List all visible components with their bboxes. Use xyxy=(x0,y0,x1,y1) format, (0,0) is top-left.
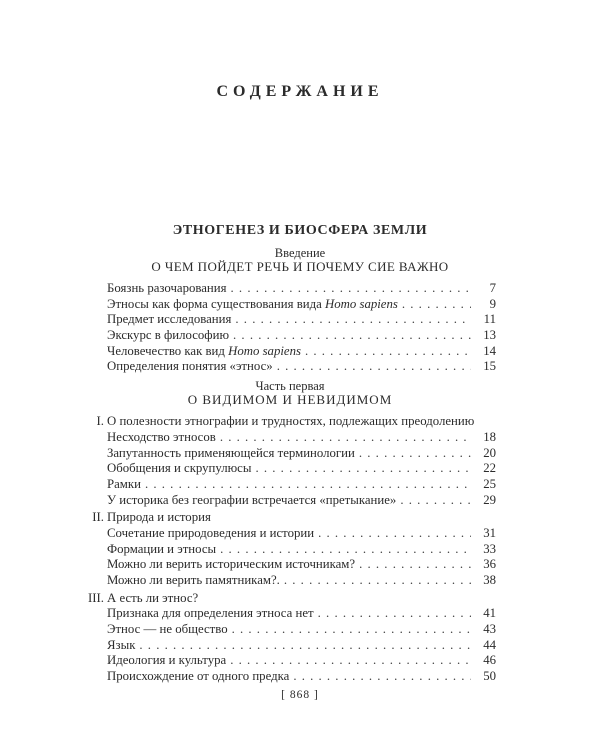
dot-leader xyxy=(277,359,471,375)
toc-entry-page: 29 xyxy=(483,492,496,507)
toc-entry-page: 11 xyxy=(483,312,496,327)
toc-entry xyxy=(84,493,496,509)
dot-leader xyxy=(400,493,471,509)
toc-entry-label: Идеология и культура xyxy=(107,653,227,668)
toc-entry-label: Рамки xyxy=(107,476,141,491)
toc-entry xyxy=(84,344,496,360)
page-number: [ 868 ] xyxy=(281,688,319,701)
chapter-entries xyxy=(84,430,496,508)
dot-leader xyxy=(293,669,471,685)
toc-entries-introduction xyxy=(84,281,496,375)
toc-entry xyxy=(84,622,496,638)
toc-entry xyxy=(84,446,496,462)
toc-entry-label: Сочетание природоведения и истории xyxy=(107,525,315,540)
toc-entry-label: Предмет исследования xyxy=(107,312,232,327)
toc-entry-label: Запутанность применяющейся терминологии xyxy=(107,445,355,460)
toc-entry xyxy=(84,557,496,573)
part-one-title: О ВИДИМОМ И НЕВИДИМОМ xyxy=(187,392,393,408)
toc-entry-page: 38 xyxy=(483,573,496,588)
toc-entry-page: 14 xyxy=(483,343,496,358)
chapter-entries xyxy=(84,526,496,589)
introduction-heading xyxy=(0,247,600,274)
dot-leader xyxy=(139,638,471,654)
dot-leader xyxy=(402,297,471,313)
dot-leader xyxy=(220,430,471,446)
toc-entry xyxy=(84,653,496,669)
toc-entry xyxy=(84,297,496,313)
dot-leader xyxy=(305,344,471,360)
dot-leader xyxy=(255,461,471,477)
toc-entry-label: У историка без географии встречается «претыкание» xyxy=(107,492,397,507)
dot-leader xyxy=(231,281,471,297)
toc-entry-page: 50 xyxy=(483,669,496,684)
toc-entry-label: Можно ли верить памятникам?. xyxy=(107,573,280,588)
toc-entry xyxy=(84,359,496,375)
chapter-title: Природа и история xyxy=(107,510,211,525)
toc-entry-label: Происхождение от одного предка xyxy=(107,669,290,684)
introduction-kicker: Введение xyxy=(274,246,326,260)
toc-chapter xyxy=(84,414,496,508)
toc-entry-label: Можно ли верить историческим источникам? xyxy=(107,557,356,572)
toc-chapter xyxy=(84,510,496,588)
toc-entry xyxy=(84,526,496,542)
toc-entry xyxy=(84,312,496,328)
toc-chapter xyxy=(84,591,496,685)
toc-content xyxy=(84,281,496,685)
toc-entry-label: Определения понятия «этнос» xyxy=(107,359,273,374)
dot-leader xyxy=(284,573,471,589)
toc-entry-page: 25 xyxy=(483,476,496,491)
toc-entry xyxy=(84,430,496,446)
chapter-numeral: III. xyxy=(88,590,104,605)
toc-entry-page: 36 xyxy=(483,557,496,572)
dot-leader xyxy=(318,526,471,542)
chapter-title: О полезности этнографии и трудностях, подлежащих преодолению xyxy=(107,414,475,429)
dot-leader xyxy=(235,312,471,328)
part-one-heading xyxy=(84,380,496,407)
toc-entry xyxy=(84,606,496,622)
book-title: ЭТНОГЕНЕЗ И БИОСФЕРА ЗЕМЛИ xyxy=(172,223,428,238)
chapter-heading xyxy=(84,591,496,607)
toc-entry-label: Признака для определения этноса нет xyxy=(107,606,314,621)
toc-entry-label: Боязнь разочарования xyxy=(107,281,227,295)
toc-entry-page: 7 xyxy=(489,281,496,295)
dot-leader xyxy=(359,446,471,462)
toc-entry-label: Экскурс в философию xyxy=(107,328,230,343)
toc-chapters xyxy=(84,414,496,685)
toc-entry-label: Этносы как форма существования вида Homo sapiens xyxy=(107,296,398,311)
chapter-title: А есть ли этнос? xyxy=(107,590,199,605)
chapter-numeral: II. xyxy=(92,510,104,525)
part-one-kicker: Часть первая xyxy=(255,379,325,394)
toc-title: СОДЕРЖАНИЕ xyxy=(216,83,384,100)
toc-entry-page: 46 xyxy=(483,653,496,668)
chapter-entries xyxy=(84,606,496,684)
dot-leader xyxy=(230,653,471,669)
toc-entry-label: Язык xyxy=(107,637,136,652)
introduction-title: О ЧЕМ ПОЙДЕТ РЕЧЬ И ПОЧЕМУ СИЕ ВАЖНО xyxy=(151,259,449,274)
toc-entry-page: 22 xyxy=(483,461,496,476)
toc-entry xyxy=(84,477,496,493)
toc-entry-page: 18 xyxy=(483,429,496,444)
dot-leader xyxy=(232,622,471,638)
toc-entry-page: 33 xyxy=(483,541,496,556)
toc-entry-label: Человечество как вид Homo sapiens xyxy=(107,343,301,358)
toc-entry-page: 15 xyxy=(483,359,496,374)
toc-entry xyxy=(84,281,496,297)
toc-entry-label: Обобщения и скрупулюсы xyxy=(107,461,252,476)
chapter-numeral: I. xyxy=(96,414,104,429)
toc-entry-page: 44 xyxy=(483,637,496,652)
toc-entry xyxy=(84,328,496,344)
dot-leader xyxy=(318,606,471,622)
toc-entry xyxy=(84,573,496,589)
chapter-heading xyxy=(84,414,496,430)
toc-entry-page: 31 xyxy=(483,525,496,540)
toc-entry-page: 13 xyxy=(483,328,496,343)
toc-entry-page: 41 xyxy=(483,606,496,621)
toc-entry xyxy=(84,669,496,685)
toc-entry-label: Формации и этносы xyxy=(107,541,217,556)
toc-entry-label: Этнос — не общество xyxy=(107,622,228,637)
dot-leader xyxy=(359,557,471,573)
toc-entry xyxy=(84,638,496,654)
dot-leader xyxy=(145,477,471,493)
toc-entry-page: 9 xyxy=(489,296,496,311)
dot-leader xyxy=(233,328,471,344)
toc-entry-label: Несходство этносов xyxy=(107,429,216,444)
toc-entry xyxy=(84,542,496,558)
toc-entry-page: 43 xyxy=(483,622,496,637)
chapter-heading xyxy=(84,510,496,526)
toc-entry-page: 20 xyxy=(483,445,496,460)
dot-leader xyxy=(220,542,471,558)
toc-entry xyxy=(84,461,496,477)
